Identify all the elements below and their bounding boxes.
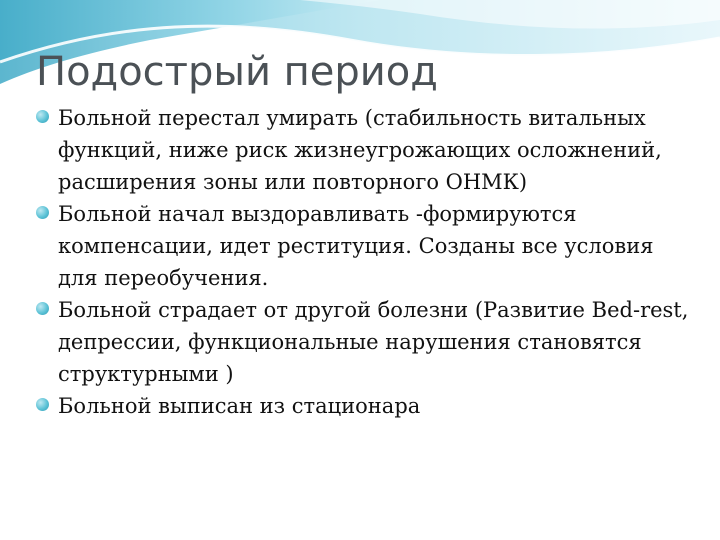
slide-title: Подострый период — [36, 49, 438, 95]
bullet-item-1 — [36, 102, 696, 198]
bullet-dot-icon — [36, 398, 49, 411]
bullet-list — [36, 102, 696, 422]
bullet-dot-icon — [36, 110, 49, 123]
bullet-text: Больной выписан из стационара — [58, 394, 421, 418]
bullet-text: Больной страдает от другой болезни (Развитие Bed-rest, депрессии, функциональные нарушения становятся структурными ) — [58, 298, 689, 386]
bullet-text: Больной перестал умирать (стабильность витальных функций, ниже риск жизнеугрожающих осложнений, расширения зоны или повторного ОНМК) — [58, 106, 662, 194]
bullet-text: Больной начал выздоравливать -формируются компенсации, идет реституция. Созданы все условия для переобучения. — [58, 202, 654, 290]
bullet-item-2 — [36, 198, 696, 294]
bullet-item-4 — [36, 390, 696, 422]
bullet-item-3 — [36, 294, 696, 390]
bullet-dot-icon — [36, 206, 49, 219]
bullet-dot-icon — [36, 302, 49, 315]
